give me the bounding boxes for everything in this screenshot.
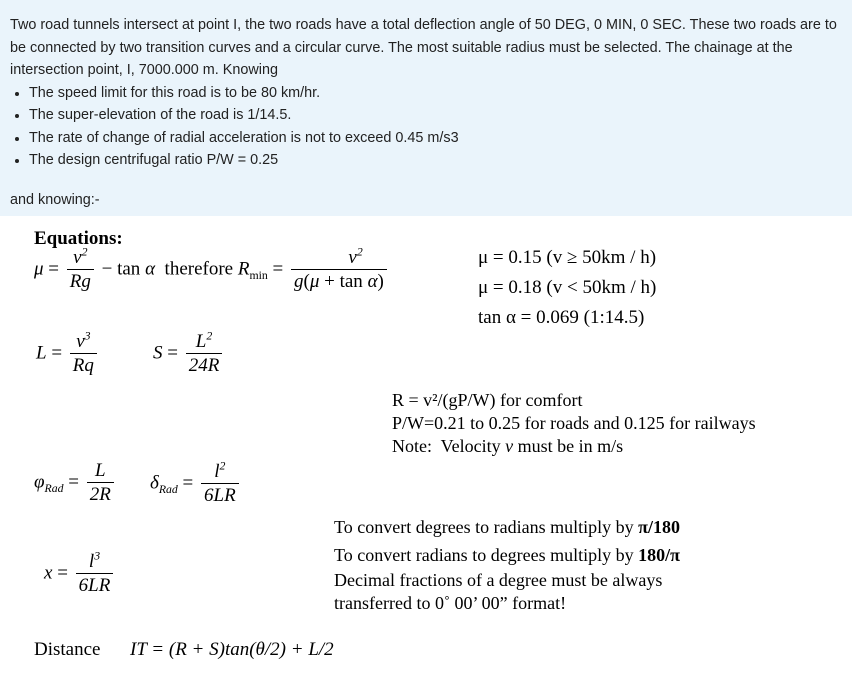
mu-low-speed-value: μ = 0.18 (v < 50km / h) xyxy=(478,277,657,298)
distance-label: Distance xyxy=(34,639,101,660)
deg-to-rad-line: To convert degrees to radians multiply by π/180 xyxy=(334,517,681,537)
equations-title: Equations: xyxy=(34,228,123,249)
tan-alpha-value: tan α = 0.069 (1:14.5) xyxy=(478,307,645,328)
given-conditions-list xyxy=(10,82,842,172)
question-text-panel xyxy=(0,0,852,216)
equations-sheet xyxy=(0,216,852,682)
comfort-notes xyxy=(392,389,756,458)
conversion-notes xyxy=(334,514,680,615)
velocity-note-line: Note: Velocity v must be in m/s xyxy=(392,436,624,456)
condition-item: • The super-elevation of the road is 1/14.5. xyxy=(29,104,842,127)
friction-radius-equation: μ = $\frac{v^2}{Rg}$ − tan α therefore $R_{min}$ = $\frac{v^2}{\text{g(μ + tan α)}}$ xyxy=(34,248,390,293)
question-intro: Two road tunnels intersect at point I, the two roads have a total deflection angle of 50 DEG, 0 MIN, 0 SEC. These two roads are to be connected by two transition curves and a circular curve. The most suitable radius must be selected. The chainage at the intersection point, I, 7000.000 m. Knowing xyxy=(10,17,837,78)
distance-formula: IT = (R + S)tan(θ/2) + L/2 xyxy=(130,639,334,660)
transition-length-equation: L = $\frac{v^3}{Rq}$ xyxy=(36,332,100,377)
rad-to-deg-line: To convert radians to degrees multiply by 180/π xyxy=(334,544,681,565)
condition-item: • The design centrifugal ratio P/W = 0.25 xyxy=(29,149,842,172)
offset-x-equation: x = $\frac{l^3}{6LR}$ xyxy=(44,552,116,597)
decimal-format-line-1: Decimal fractions of a degree must be always xyxy=(334,570,663,590)
condition-item: • The rate of change of radial acceleration is not to exceed 0.45 m/s3 xyxy=(29,127,842,150)
mu-high-speed-value: μ = 0.15 (v ≥ 50km / h) xyxy=(478,247,657,268)
comfort-radius-line: R = v²/(gP/W) for comfort xyxy=(392,390,583,410)
phi-rad-equation: $\varphi_{Rad}$ = $\frac{L}{2R}$ xyxy=(34,461,117,506)
delta-rad-equation: $\delta_{Rad}$ = $\frac{l^2}{6LR}$ xyxy=(150,462,242,507)
decimal-format-line-2: transferred to 0˚ 00’ 00” format! xyxy=(334,593,567,613)
centrifugal-ratio-line: P/W=0.21 to 0.25 for roads and 0.125 for railways xyxy=(392,413,756,433)
shift-equation: S = $\frac{L^2}{24R}$ xyxy=(153,332,225,377)
and-knowing-text: and knowing:- xyxy=(10,191,100,208)
condition-item: • The speed limit for this road is to be 80 km/hr. xyxy=(29,82,842,105)
